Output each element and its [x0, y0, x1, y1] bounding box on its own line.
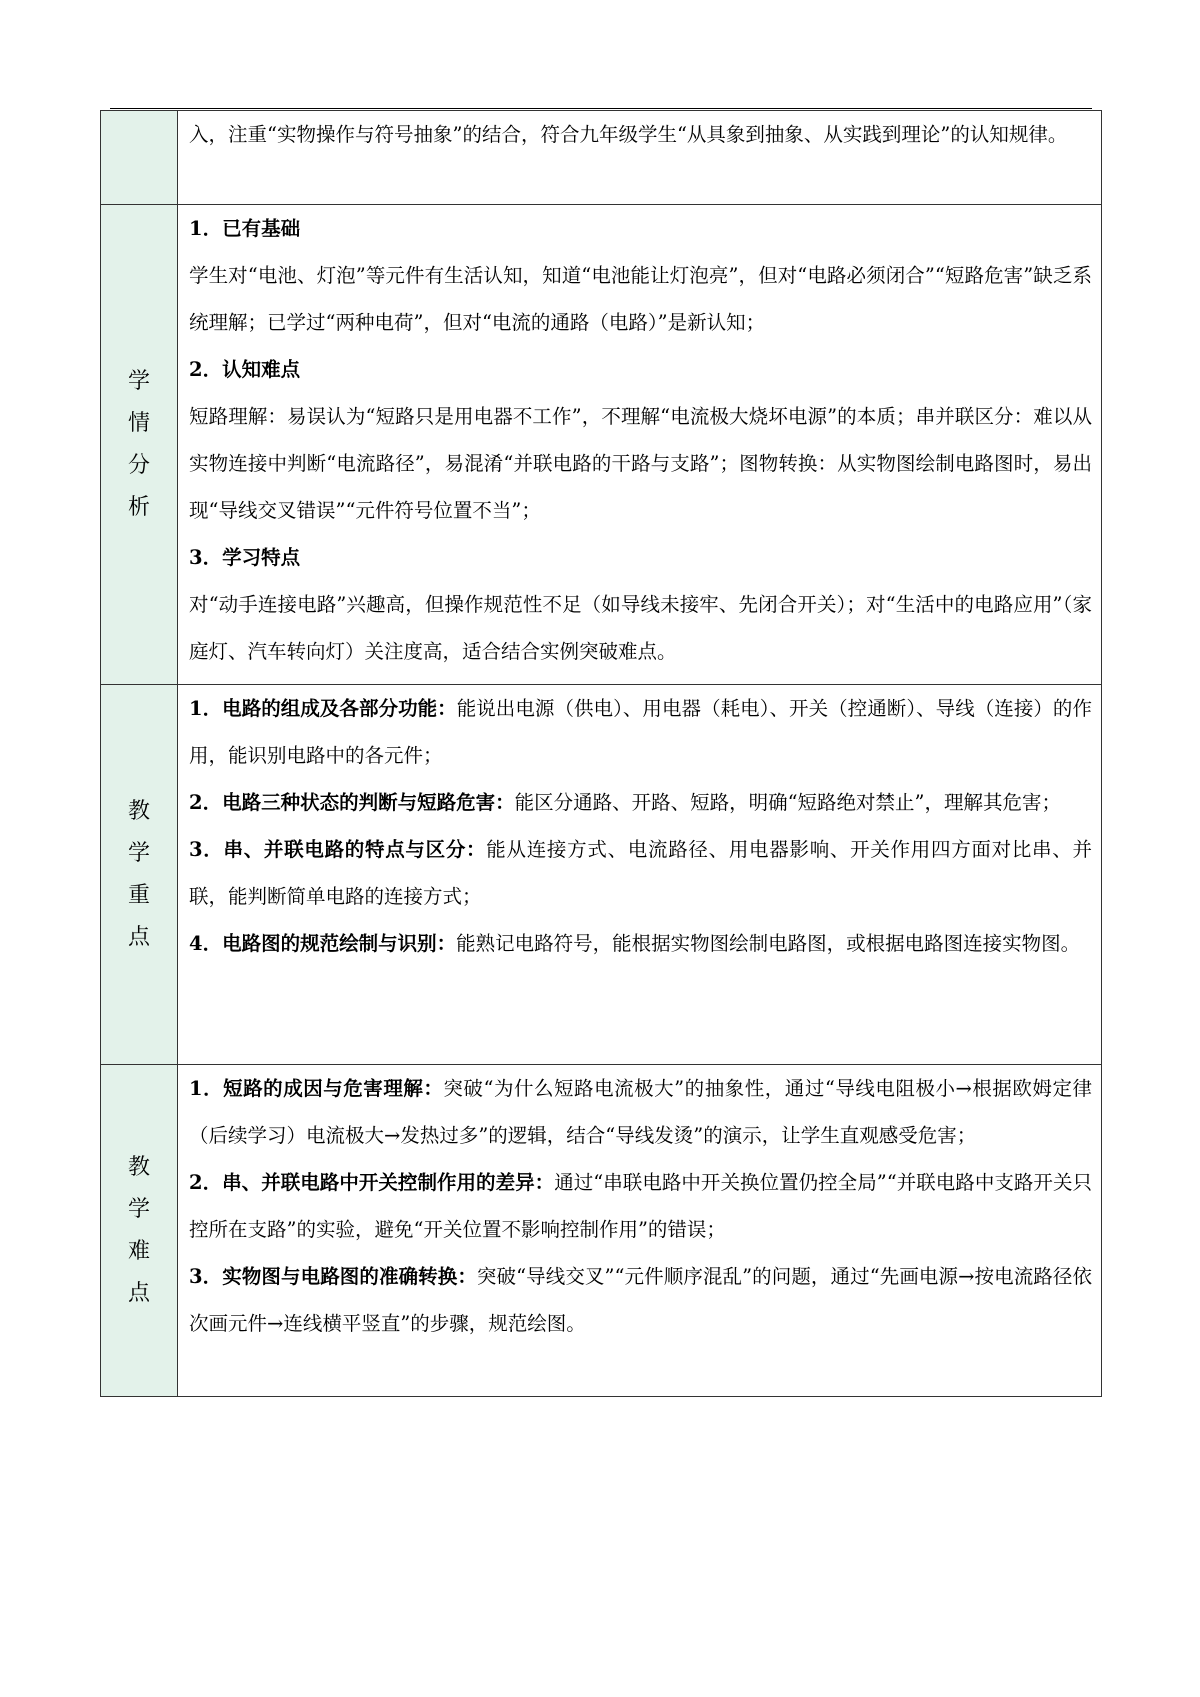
zhongdian-item-2-text: 能区分通路、开路、短路，明确“短路绝对禁止”，理解其危害；	[514, 791, 1062, 814]
zhongdian-item-1-title: 1．电路的组成及各部分功能：	[189, 697, 457, 720]
xueqing-text-2: 短路理解：易误认为“短路只是用电器不工作”，不理解“电流极大烧坏电源”的本质；串并联区分：难以从实物连接中判断“电流路径”，易混淆“并联电路的干路与支路”；图物转换：从实物图绘制电路图时，易出现“导线交叉错误”“元件符号位置不当”；	[189, 405, 1092, 522]
intro-content-cell	[178, 111, 1102, 205]
nandian-item-1-text: 突破“为什么短路电流极大”的抽象性，通过“导线电阻极小→根据欧姆定律（后续学习）电流极大→发热过多”的逻辑，结合“导线发烫”的演示，让学生直观感受危害；	[189, 1077, 1092, 1147]
intro-row	[101, 111, 1102, 205]
nandian-item-3-text: 突破“导线交叉”“元件顺序混乱”的问题，通过“先画电源→按电流路径依次画元件→连线横平竖直”的步骤，规范绘图。	[189, 1265, 1092, 1335]
nandian-row	[101, 1065, 1102, 1397]
xueqing-heading-1: 1．已有基础	[189, 217, 301, 240]
zhongdian-label-cell	[101, 685, 178, 1065]
intro-label-cell	[101, 111, 178, 205]
zhongdian-item-3-title: 3．串、并联电路的特点与区分：	[189, 838, 487, 861]
zhongdian-item-2-title: 2．电路三种状态的判断与短路危害：	[189, 791, 515, 814]
xueqing-label: 学情分析	[127, 368, 150, 520]
xueqing-heading-2: 2．认知难点	[189, 358, 301, 381]
lesson-plan-table	[100, 110, 1102, 1397]
zhongdian-item-1-text: 能说出电源（供电）、用电器（耗电）、开关（控通断）、导线（连接）的作用，能识别电路中的各元件；	[189, 697, 1092, 767]
xueqing-text-3: 对“动手连接电路”兴趣高，但操作规范性不足（如导线未接牢、先闭合开关）；对“生活中的电路应用”（家庭灯、汽车转向灯）关注度高，适合结合实例突破难点。	[189, 593, 1092, 663]
nandian-item-1	[189, 1065, 1092, 1159]
intro-text: 入，注重“实物操作与符号抽象”的结合，符合九年级学生“从具象到抽象、从实践到理论”的认知规律。	[189, 123, 1068, 146]
xueqing-heading-3: 3．学习特点	[189, 546, 301, 569]
nandian-label: 教学难点	[127, 1154, 150, 1306]
zhongdian-item-3	[189, 826, 1092, 920]
xueqing-label-cell	[101, 205, 178, 685]
nandian-item-3	[189, 1253, 1092, 1347]
zhongdian-item-4-title: 4．电路图的规范绘制与识别：	[189, 932, 457, 955]
zhongdian-row	[101, 685, 1102, 1065]
zhongdian-label: 教学重点	[127, 798, 150, 950]
nandian-item-2	[189, 1159, 1092, 1253]
zhongdian-content-cell	[178, 685, 1102, 1065]
nandian-label-cell	[101, 1065, 178, 1397]
nandian-item-1-title: 1．短路的成因与危害理解：	[189, 1077, 444, 1100]
nandian-item-2-text: 通过“串联电路中开关换位置仍控全局”“并联电路中支路开关只控所在支路”的实验，避免“开关位置不影响控制作用”的错误；	[189, 1171, 1092, 1241]
zhongdian-item-1	[189, 685, 1092, 779]
zhongdian-item-2	[189, 779, 1092, 826]
xueqing-content-cell	[178, 205, 1102, 685]
nandian-item-2-title: 2．串、并联电路中开关控制作用的差异：	[189, 1171, 555, 1194]
zhongdian-item-4	[189, 920, 1092, 967]
top-rule	[110, 108, 1092, 109]
nandian-item-3-title: 3．实物图与电路图的准确转换：	[189, 1265, 477, 1288]
zhongdian-item-4-text: 能熟记电路符号，能根据实物图绘制电路图，或根据电路图连接实物图。	[456, 932, 1081, 955]
xueqing-text-1: 学生对“电池、灯泡”等元件有生活认知，知道“电池能让灯泡亮”，但对“电路必须闭合”“短路危害”缺乏系统理解；已学过“两种电荷”，但对“电流的通路（电路）”是新认知；	[189, 264, 1092, 334]
nandian-content-cell	[178, 1065, 1102, 1397]
xueqing-row	[101, 205, 1102, 685]
zhongdian-item-3-text: 能从连接方式、电流路径、用电器影响、开关作用四方面对比串、并联，能判断简单电路的连接方式；	[189, 838, 1092, 908]
